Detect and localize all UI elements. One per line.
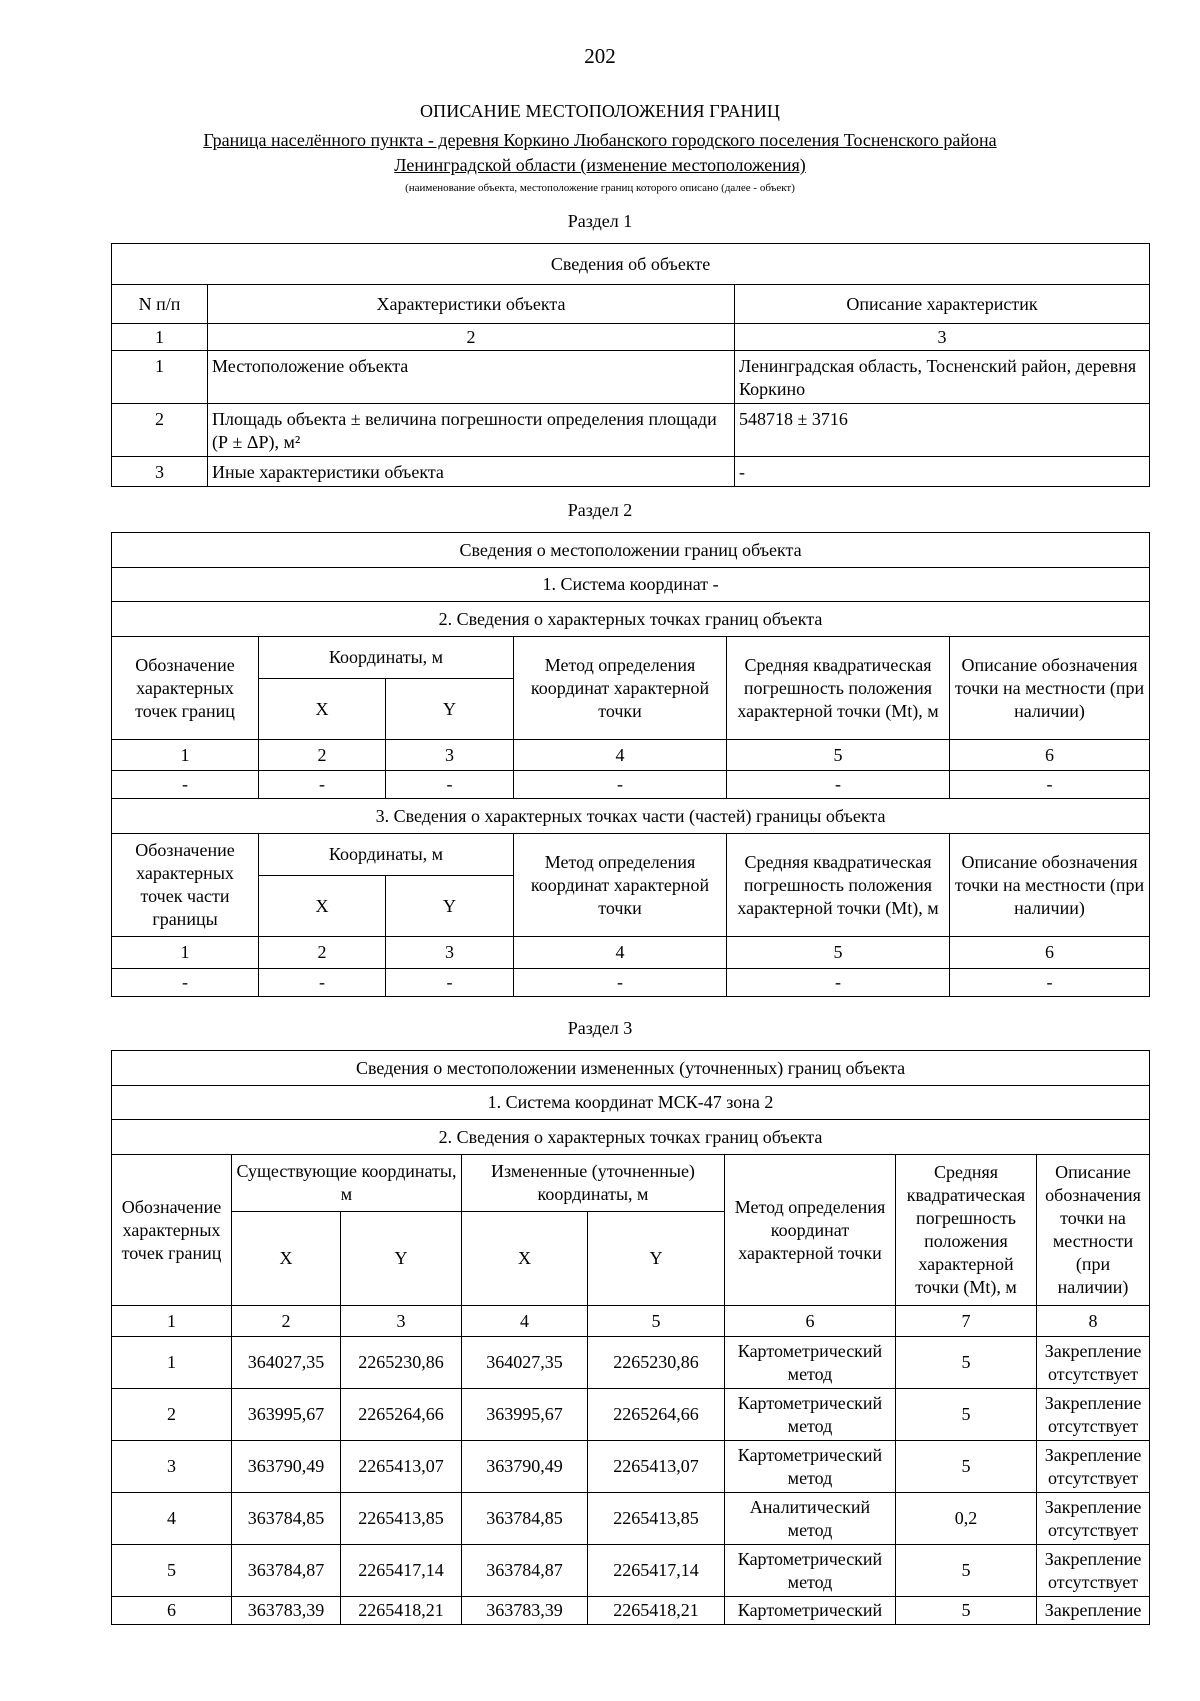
existing-x: 363790,49: [232, 1441, 341, 1493]
column-number: 1: [112, 1306, 232, 1337]
section-2-title: Раздел 2: [567, 500, 633, 520]
existing-x: 363995,67: [232, 1389, 341, 1441]
table-cell: -: [386, 969, 514, 997]
column-number: 2: [232, 1306, 341, 1337]
table-cell: -: [514, 969, 727, 997]
table-cell: -: [386, 771, 514, 799]
header-x: X: [259, 679, 386, 740]
header-existing-coordinates: Существующие координаты, м: [232, 1155, 462, 1212]
table-row: [112, 1337, 1150, 1389]
method: Картометрический метод: [725, 1441, 896, 1493]
point-description: Закрепление отсутствует: [1037, 1441, 1150, 1493]
table-row: [112, 351, 1150, 404]
header-method: Метод определения координат характерной точки: [514, 637, 727, 740]
header-y: Y: [341, 1212, 462, 1306]
table-row: [112, 1389, 1150, 1441]
table-cell: -: [727, 771, 950, 799]
table-row: [112, 1441, 1150, 1493]
column-number: 4: [514, 740, 727, 771]
error-mt: 5: [896, 1337, 1037, 1389]
method: Картометрический метод: [725, 1337, 896, 1389]
header-error: Средняя квадратическая погрешность положения характерной точки (Mt), м: [896, 1155, 1037, 1306]
table-cell: -: [514, 771, 727, 799]
characteristic-name: Местоположение объекта: [208, 351, 735, 404]
point-description: Закрепление отсутствует: [1037, 1545, 1150, 1597]
header-error: Средняя квадратическая погрешность положения характерной точки (Mt), м: [727, 637, 950, 740]
table-row: [112, 404, 1150, 457]
table-cell: -: [950, 771, 1150, 799]
changed-y: 2265417,14: [588, 1545, 725, 1597]
column-number: 8: [1037, 1306, 1150, 1337]
changed-y: 2265418,21: [588, 1597, 725, 1625]
changed-y: 2265230,86: [588, 1337, 725, 1389]
coordinate-system: 1. Система координат МСК-47 зона 2: [112, 1086, 1150, 1120]
header-description: Описание обозначения точки на местности (при наличии): [950, 637, 1150, 740]
error-mt: 0,2: [896, 1493, 1037, 1545]
error-mt: 5: [896, 1441, 1037, 1493]
existing-y: 2265230,86: [341, 1337, 462, 1389]
changed-y: 2265413,85: [588, 1493, 725, 1545]
column-number: 3: [735, 324, 1150, 351]
existing-y: 2265417,14: [341, 1545, 462, 1597]
column-number: 1: [112, 937, 259, 969]
error-mt: 5: [896, 1545, 1037, 1597]
section-2-table: [111, 532, 1150, 997]
header-description: Описание обозначения точки на местности (при наличии): [1037, 1155, 1150, 1306]
existing-x: 364027,35: [232, 1337, 341, 1389]
table-title: Сведения об объекте: [112, 244, 1150, 285]
existing-y: 2265413,85: [341, 1493, 462, 1545]
changed-y: 2265413,07: [588, 1441, 725, 1493]
table-cell: -: [112, 969, 259, 997]
row-number: 1: [112, 351, 208, 404]
column-number: 1: [112, 740, 259, 771]
column-number: 3: [386, 740, 514, 771]
table-cell: -: [259, 969, 386, 997]
header-x: X: [462, 1212, 588, 1306]
column-number: 6: [725, 1306, 896, 1337]
header-cell: Характеристики объекта: [208, 285, 735, 324]
point-description: Закрепление отсутствует: [1037, 1493, 1150, 1545]
table-cell: -: [727, 969, 950, 997]
point-number: 6: [112, 1597, 232, 1625]
header-x: X: [259, 876, 386, 937]
error-mt: 5: [896, 1597, 1037, 1625]
column-number: 2: [259, 740, 386, 771]
section-3-table: [111, 1050, 1150, 1625]
existing-y: 2265413,07: [341, 1441, 462, 1493]
column-number: 5: [588, 1306, 725, 1337]
column-number: 3: [386, 937, 514, 969]
header-method: Метод определения координат характерной точки: [514, 834, 727, 937]
method: Картометрический метод: [725, 1545, 896, 1597]
table-cell: -: [259, 771, 386, 799]
object-name-line-2: Ленинградской области (изменение местоположения): [394, 155, 806, 175]
error-mt: 5: [896, 1389, 1037, 1441]
header-method: Метод определения координат характерной точки: [725, 1155, 896, 1306]
existing-x: 363784,87: [232, 1545, 341, 1597]
characteristic-name: Площадь объекта ± величина погрешности определения площади (Р ± ΔР), м²: [208, 404, 735, 457]
page-number: 202: [584, 44, 616, 68]
characteristic-name: Иные характеристики объекта: [208, 457, 735, 487]
changed-x: 363790,49: [462, 1441, 588, 1493]
table-row: [112, 1545, 1150, 1597]
existing-y: 2265418,21: [341, 1597, 462, 1625]
characteristic-value: Ленинградская область, Тосненский район, деревня Коркино: [735, 351, 1150, 404]
point-description: Закрепление отсутствует: [1037, 1337, 1150, 1389]
header-y: Y: [386, 679, 514, 740]
document-title: ОПИСАНИЕ МЕСТОПОЛОЖЕНИЯ ГРАНИЦ: [420, 101, 780, 121]
subsection-title: 3. Сведения о характерных точках части (частей) границы объекта: [112, 799, 1150, 834]
changed-y: 2265264,66: [588, 1389, 725, 1441]
changed-x: 363784,85: [462, 1493, 588, 1545]
row-number: 3: [112, 457, 208, 487]
header-y: Y: [386, 876, 514, 937]
point-number: 5: [112, 1545, 232, 1597]
header-coordinates: Координаты, м: [259, 637, 514, 679]
point-number: 1: [112, 1337, 232, 1389]
column-number: 5: [727, 937, 950, 969]
table-title: Сведения о местоположении границ объекта: [112, 533, 1150, 568]
header-cell: N п/п: [112, 285, 208, 324]
existing-y: 2265264,66: [341, 1389, 462, 1441]
header-y: Y: [588, 1212, 725, 1306]
header-x: X: [232, 1212, 341, 1306]
table-cell: -: [950, 969, 1150, 997]
changed-x: 363783,39: [462, 1597, 588, 1625]
coordinate-system: 1. Система координат -: [112, 568, 1150, 602]
existing-x: 363783,39: [232, 1597, 341, 1625]
header-error: Средняя квадратическая погрешность положения характерной точки (Mt), м: [727, 834, 950, 937]
header-point-designation: Обозначение характерных точек части границы: [112, 834, 259, 937]
subsection-title: 2. Сведения о характерных точках границ объекта: [112, 1120, 1150, 1155]
column-number: 6: [950, 740, 1150, 771]
point-description: Закрепление отсутствует: [1037, 1389, 1150, 1441]
table-cell: -: [112, 771, 259, 799]
header-changed-coordinates: Измененные (уточненные) координаты, м: [462, 1155, 725, 1212]
point-description: Закрепление: [1037, 1597, 1150, 1625]
column-number: 3: [341, 1306, 462, 1337]
header-description: Описание обозначения точки на местности (при наличии): [950, 834, 1150, 937]
object-name-line-1: Граница населённого пункта - деревня Коркино Любанского городского поселения Тосненского района: [203, 130, 997, 150]
existing-x: 363784,85: [232, 1493, 341, 1545]
method: Аналитический метод: [725, 1493, 896, 1545]
header-cell: Описание характеристик: [735, 285, 1150, 324]
table-row: [112, 1597, 1150, 1625]
header-point-designation: Обозначение характерных точек границ: [112, 637, 259, 740]
row-number: 2: [112, 404, 208, 457]
object-note: (наименование объекта, местоположение границ которого описано (далее - объект): [405, 182, 795, 194]
table-row: [112, 1493, 1150, 1545]
header-point-designation: Обозначение характерных точек границ: [112, 1155, 232, 1306]
point-number: 2: [112, 1389, 232, 1441]
section-1-table: [111, 243, 1150, 487]
method: Картометрический: [725, 1597, 896, 1625]
point-number: 3: [112, 1441, 232, 1493]
column-number: 2: [259, 937, 386, 969]
subsection-title: 2. Сведения о характерных точках границ объекта: [112, 602, 1150, 637]
characteristic-value: -: [735, 457, 1150, 487]
header-coordinates: Координаты, м: [259, 834, 514, 876]
column-number: 7: [896, 1306, 1037, 1337]
changed-x: 363995,67: [462, 1389, 588, 1441]
column-number: 2: [208, 324, 735, 351]
changed-x: 364027,35: [462, 1337, 588, 1389]
section-1-title: Раздел 1: [567, 211, 633, 231]
table-row: [112, 771, 1150, 799]
method: Картометрический метод: [725, 1389, 896, 1441]
characteristic-value: 548718 ± 3716: [735, 404, 1150, 457]
point-number: 4: [112, 1493, 232, 1545]
changed-x: 363784,87: [462, 1545, 588, 1597]
column-number: 6: [950, 937, 1150, 969]
table-row: [112, 457, 1150, 487]
column-number: 5: [727, 740, 950, 771]
column-number: 4: [514, 937, 727, 969]
column-number: 1: [112, 324, 208, 351]
section-3-title: Раздел 3: [567, 1018, 633, 1038]
column-number: 4: [462, 1306, 588, 1337]
table-row: [112, 969, 1150, 997]
table-title: Сведения о местоположении измененных (уточненных) границ объекта: [112, 1051, 1150, 1086]
